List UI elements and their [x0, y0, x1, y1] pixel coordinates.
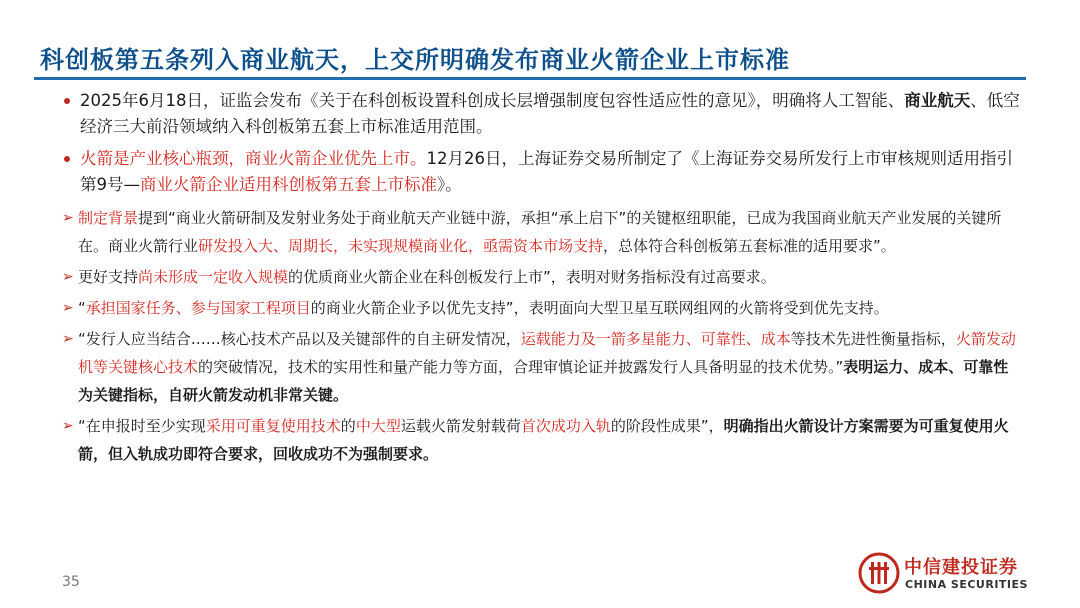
arrow-item [62, 263, 1022, 291]
bullet-item [62, 88, 1022, 140]
body-text: 、低空经济三大前沿领域纳入科创板第五套上市标准适用范围。 [80, 91, 1020, 136]
arrow-bullet-icon: ➢ [62, 300, 74, 316]
body-text: 的突破情况，技术的实用性和量产能力等方面，合理审慎论证并披露发行人具备明显的技术优势。” [198, 358, 844, 376]
body-text: 的 [340, 417, 356, 435]
bold-text: 商业航天 [904, 91, 971, 110]
body-text: 运载火箭发射载荷 [400, 417, 521, 435]
bold-text: 表明运力、成本、可靠性为关键指标，自研火箭发动机非常关键。 [78, 358, 1009, 404]
body-text: 等技术先进性衡量指标， [790, 330, 956, 348]
body-text: 2025年6月18日，证监会发布《关于在科创板设置科创成长层增强制度包容性适应性的意见》，明确将人工智能、 [80, 91, 905, 110]
body-text: 的优质商业火箭企业在科创板发行上市”，表明对财务指标没有过高要求。 [288, 268, 776, 286]
company-logo [858, 552, 1028, 596]
body-text: 12月26日，上海证券交易所制定了《上海证券交易所发行上市审核规则适用指引第9号— [80, 149, 1013, 194]
main-content [62, 88, 1022, 471]
highlight-text: 火箭是产业核心瓶颈，商业火箭企业优先上市。 [80, 149, 427, 168]
logo-name-en: CHINA SECURITIES [905, 578, 1028, 591]
body-text: 提到“商业火箭研制及发射业务处于商业航天产业链中游，承担“承上启下”的关键枢纽职能，已成为我国商业航天产业发展的关键所在。商业火箭行业 [78, 209, 1002, 255]
logo-name-cn: 中信建投证券 [904, 557, 1018, 578]
highlight-text: 首次成功入轨 [520, 417, 611, 435]
body-text: “在申报时至少实现 [78, 417, 206, 435]
arrow-item [62, 325, 1022, 409]
highlight-text: 采用可重复使用技术 [205, 417, 341, 435]
body-text: “ [78, 299, 86, 317]
highlight-text: 研发投入大、周期长，未实现规模商业化，亟需资本市场支持 [198, 237, 604, 255]
highlight-text: 商业火箭企业适用科创板第五套上市标准 [140, 175, 437, 194]
arrow-item [62, 204, 1022, 260]
highlight-text: 尚未形成一定收入规模 [138, 268, 289, 286]
highlight-text: 运载能力及一箭多星能力、可靠性、成本 [520, 330, 791, 348]
arrow-bullet-icon: ➢ [62, 210, 74, 226]
body-text: 的阶段性成果”， [610, 417, 724, 435]
bullet-item [62, 146, 1022, 198]
body-text: 的商业火箭企业予以优先支持”，表明面向大型卫星互联网组网的火箭将受到优先支持。 [310, 299, 889, 317]
highlight-text: 中大型 [355, 417, 401, 435]
arrow-bullet-icon: ➢ [62, 418, 74, 434]
highlight-text: 制定背景 [78, 209, 139, 227]
highlight-text: 火箭发动机等关键核心技术 [78, 330, 1016, 376]
arrow-bullet-icon: ➢ [62, 331, 74, 347]
highlight-text: 承担国家任务、参与国家工程项目 [85, 299, 311, 317]
bold-text: 明确指出火箭设计方案需要为可重复使用火箭，但入轨成功即符合要求，回收成功不为强制要求。 [78, 417, 1009, 463]
body-text: 》。 [437, 175, 462, 194]
body-text: 更好支持 [78, 268, 139, 286]
body-text: “发行人应当结合……核心技术产品以及关键部件的自主研发情况， [78, 330, 521, 348]
body-text: ，总体符合科创板第五套标准的适用要求”。 [603, 237, 896, 255]
page-title: 科创板第五条列入商业航天，上交所明确发布商业火箭企业上市标准 [40, 46, 790, 74]
citic-emblem-icon [858, 552, 900, 594]
arrow-item [62, 294, 1022, 322]
title-divider [34, 77, 1026, 80]
arrow-bullet-icon: ➢ [62, 269, 74, 285]
page-number: 35 [62, 574, 80, 590]
arrow-item [62, 412, 1022, 468]
